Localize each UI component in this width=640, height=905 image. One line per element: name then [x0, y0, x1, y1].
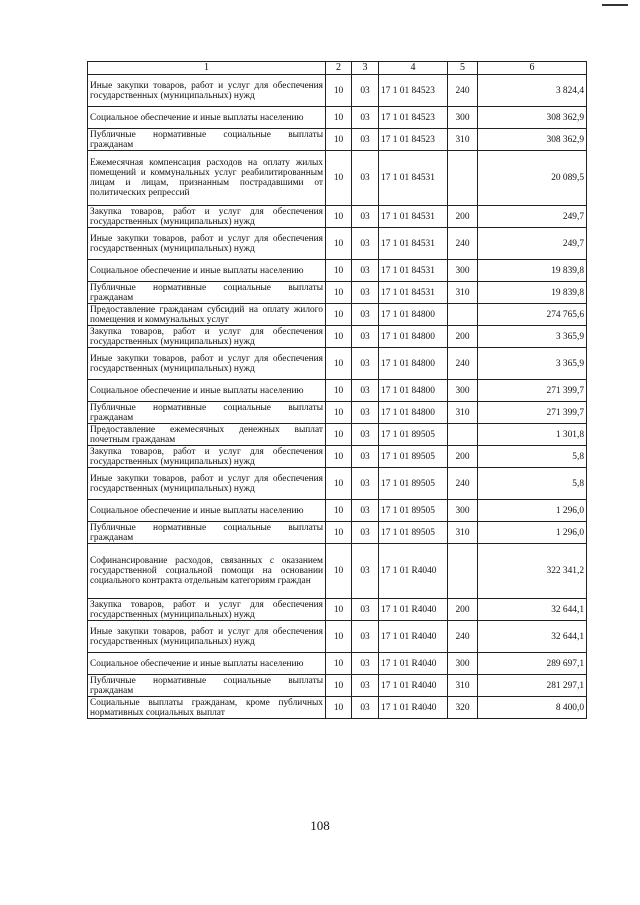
row-section: 10 [326, 653, 352, 675]
row-section: 10 [326, 380, 352, 402]
row-section: 10 [326, 260, 352, 282]
row-amount: 3 824,4 [478, 75, 587, 107]
row-name: Предоставление ежемесячных денежных выплат почетным гражданам [88, 424, 326, 446]
scan-corner-mark [602, 4, 628, 6]
row-subsection: 03 [352, 544, 379, 599]
row-name: Иные закупки товаров, работ и услуг для обеспечения государственных (муниципальных) нужд [88, 75, 326, 107]
row-expense-type: 240 [448, 75, 478, 107]
row-name: Предоставление гражданам субсидий на оплату жилого помещения и коммунальных услуг [88, 304, 326, 326]
row-subsection: 03 [352, 348, 379, 380]
row-expense-type: 300 [448, 653, 478, 675]
row-section: 10 [326, 129, 352, 151]
row-name: Социальное обеспечение и иные выплаты населению [88, 260, 326, 282]
row-name: Социальные выплаты гражданам, кроме публичных нормативных социальных выплат [88, 697, 326, 719]
table-row [88, 697, 587, 719]
row-target-code: 17 1 01 84523 [379, 75, 448, 107]
row-amount: 249,7 [478, 206, 587, 228]
table-row [88, 282, 587, 304]
row-target-code: 17 1 01 R4040 [379, 653, 448, 675]
row-expense-type: 310 [448, 282, 478, 304]
table-row [88, 380, 587, 402]
row-subsection: 03 [352, 380, 379, 402]
row-expense-type: 240 [448, 228, 478, 260]
row-subsection: 03 [352, 424, 379, 446]
row-amount: 271 399,7 [478, 380, 587, 402]
table-row [88, 599, 587, 621]
row-expense-type [448, 151, 478, 206]
row-subsection: 03 [352, 282, 379, 304]
table-row [88, 206, 587, 228]
row-name: Публичные нормативные социальные выплаты гражданам [88, 282, 326, 304]
row-section: 10 [326, 468, 352, 500]
row-section: 10 [326, 402, 352, 424]
row-subsection: 03 [352, 260, 379, 282]
row-name: Закупка товаров, работ и услуг для обеспечения государственных (муниципальных) нужд [88, 446, 326, 468]
row-name: Софинансирование расходов, связанных с оказанием государственной социальной помощи на основании социального контракта отдельным категориям граждан [88, 544, 326, 599]
row-expense-type: 310 [448, 129, 478, 151]
row-target-code: 17 1 01 84531 [379, 260, 448, 282]
row-subsection: 03 [352, 107, 379, 129]
row-amount: 19 839,8 [478, 282, 587, 304]
row-expense-type: 300 [448, 500, 478, 522]
row-section: 10 [326, 424, 352, 446]
row-expense-type: 310 [448, 402, 478, 424]
row-expense-type: 320 [448, 697, 478, 719]
header-col-5: 5 [448, 62, 478, 75]
row-amount: 322 341,2 [478, 544, 587, 599]
row-amount: 20 089,5 [478, 151, 587, 206]
table-body [88, 75, 587, 719]
row-expense-type: 310 [448, 675, 478, 697]
row-expense-type [448, 304, 478, 326]
table-row [88, 107, 587, 129]
table-row [88, 544, 587, 599]
row-target-code: 17 1 01 84800 [379, 304, 448, 326]
table-row [88, 446, 587, 468]
row-expense-type [448, 544, 478, 599]
row-subsection: 03 [352, 446, 379, 468]
table-row [88, 621, 587, 653]
table-row [88, 304, 587, 326]
row-name: Закупка товаров, работ и услуг для обеспечения государственных (муниципальных) нужд [88, 206, 326, 228]
row-subsection: 03 [352, 697, 379, 719]
row-subsection: 03 [352, 151, 379, 206]
table-row [88, 260, 587, 282]
row-section: 10 [326, 599, 352, 621]
row-target-code: 17 1 01 89505 [379, 424, 448, 446]
header-col-6: 6 [478, 62, 587, 75]
row-section: 10 [326, 544, 352, 599]
row-section: 10 [326, 75, 352, 107]
row-name: Публичные нормативные социальные выплаты гражданам [88, 129, 326, 151]
row-subsection: 03 [352, 500, 379, 522]
row-section: 10 [326, 500, 352, 522]
row-amount: 3 365,9 [478, 348, 587, 380]
table-row [88, 326, 587, 348]
row-name: Иные закупки товаров, работ и услуг для обеспечения государственных (муниципальных) нужд [88, 228, 326, 260]
budget-table [87, 61, 587, 719]
row-amount: 5,8 [478, 446, 587, 468]
row-name: Социальное обеспечение и иные выплаты населению [88, 653, 326, 675]
row-target-code: 17 1 01 84531 [379, 282, 448, 304]
table-row [88, 653, 587, 675]
row-target-code: 17 1 01 84800 [379, 380, 448, 402]
table-row [88, 151, 587, 206]
row-target-code: 17 1 01 89505 [379, 500, 448, 522]
row-amount: 32 644,1 [478, 599, 587, 621]
row-subsection: 03 [352, 621, 379, 653]
row-amount: 3 365,9 [478, 326, 587, 348]
row-expense-type: 240 [448, 621, 478, 653]
row-subsection: 03 [352, 468, 379, 500]
row-amount: 249,7 [478, 228, 587, 260]
row-section: 10 [326, 621, 352, 653]
header-col-2: 2 [326, 62, 352, 75]
row-name: Социальное обеспечение и иные выплаты населению [88, 500, 326, 522]
row-amount: 308 362,9 [478, 129, 587, 151]
table-row [88, 75, 587, 107]
table-row [88, 675, 587, 697]
row-target-code: 17 1 01 84800 [379, 348, 448, 380]
header-col-3: 3 [352, 62, 379, 75]
table-row [88, 424, 587, 446]
row-name: Публичные нормативные социальные выплаты гражданам [88, 522, 326, 544]
row-subsection: 03 [352, 675, 379, 697]
header-col-1: 1 [88, 62, 326, 75]
row-section: 10 [326, 151, 352, 206]
row-amount: 32 644,1 [478, 621, 587, 653]
row-section: 10 [326, 304, 352, 326]
row-name: Социальное обеспечение и иные выплаты населению [88, 380, 326, 402]
row-expense-type: 300 [448, 260, 478, 282]
row-target-code: 17 1 01 84800 [379, 402, 448, 424]
row-target-code: 17 1 01 R4040 [379, 599, 448, 621]
row-name: Ежемесячная компенсация расходов на оплату жилых помещений и коммунальных услуг реабилитированным лицам и лицам, признанным пострадавшими от политических репрессий [88, 151, 326, 206]
row-target-code: 17 1 01 84523 [379, 129, 448, 151]
table-row [88, 228, 587, 260]
row-expense-type: 300 [448, 380, 478, 402]
row-amount: 19 839,8 [478, 260, 587, 282]
row-amount: 8 400,0 [478, 697, 587, 719]
row-name: Закупка товаров, работ и услуг для обеспечения государственных (муниципальных) нужд [88, 599, 326, 621]
row-subsection: 03 [352, 653, 379, 675]
row-subsection: 03 [352, 304, 379, 326]
row-subsection: 03 [352, 522, 379, 544]
row-section: 10 [326, 282, 352, 304]
row-target-code: 17 1 01 84531 [379, 206, 448, 228]
row-section: 10 [326, 228, 352, 260]
row-name: Публичные нормативные социальные выплаты гражданам [88, 675, 326, 697]
row-section: 10 [326, 206, 352, 228]
row-section: 10 [326, 348, 352, 380]
row-amount: 271 399,7 [478, 402, 587, 424]
row-target-code: 17 1 01 89505 [379, 468, 448, 500]
row-section: 10 [326, 326, 352, 348]
row-target-code: 17 1 01 84531 [379, 228, 448, 260]
row-expense-type: 240 [448, 348, 478, 380]
row-amount: 1 301,8 [478, 424, 587, 446]
row-amount: 308 362,9 [478, 107, 587, 129]
row-subsection: 03 [352, 206, 379, 228]
row-amount: 5,8 [478, 468, 587, 500]
header-row [88, 62, 587, 75]
row-target-code: 17 1 01 R4040 [379, 675, 448, 697]
row-section: 10 [326, 107, 352, 129]
row-target-code: 17 1 01 R4040 [379, 621, 448, 653]
row-expense-type [448, 424, 478, 446]
table-row [88, 500, 587, 522]
row-subsection: 03 [352, 326, 379, 348]
row-amount: 289 697,1 [478, 653, 587, 675]
table-row [88, 129, 587, 151]
row-expense-type: 200 [448, 446, 478, 468]
table-row [88, 402, 587, 424]
row-target-code: 17 1 01 84531 [379, 151, 448, 206]
row-expense-type: 200 [448, 326, 478, 348]
row-expense-type: 300 [448, 107, 478, 129]
row-target-code: 17 1 01 R4040 [379, 544, 448, 599]
row-target-code: 17 1 01 89505 [379, 522, 448, 544]
row-amount: 274 765,6 [478, 304, 587, 326]
row-target-code: 17 1 01 84523 [379, 107, 448, 129]
row-amount: 1 296,0 [478, 522, 587, 544]
row-expense-type: 200 [448, 206, 478, 228]
header-col-4: 4 [379, 62, 448, 75]
row-target-code: 17 1 01 89505 [379, 446, 448, 468]
row-name: Иные закупки товаров, работ и услуг для обеспечения государственных (муниципальных) нужд [88, 468, 326, 500]
row-target-code: 17 1 01 84800 [379, 326, 448, 348]
row-expense-type: 310 [448, 522, 478, 544]
row-name: Иные закупки товаров, работ и услуг для обеспечения государственных (муниципальных) нужд [88, 348, 326, 380]
row-section: 10 [326, 675, 352, 697]
row-name: Иные закупки товаров, работ и услуг для обеспечения государственных (муниципальных) нужд [88, 621, 326, 653]
row-target-code: 17 1 01 R4040 [379, 697, 448, 719]
row-name: Социальное обеспечение и иные выплаты населению [88, 107, 326, 129]
row-expense-type: 200 [448, 599, 478, 621]
table-row [88, 348, 587, 380]
row-amount: 281 297,1 [478, 675, 587, 697]
row-section: 10 [326, 697, 352, 719]
row-subsection: 03 [352, 75, 379, 107]
page-number: 108 [310, 818, 330, 833]
row-amount: 1 296,0 [478, 500, 587, 522]
row-subsection: 03 [352, 129, 379, 151]
table-row [88, 468, 587, 500]
row-subsection: 03 [352, 228, 379, 260]
table-row [88, 522, 587, 544]
row-section: 10 [326, 446, 352, 468]
row-name: Публичные нормативные социальные выплаты гражданам [88, 402, 326, 424]
row-subsection: 03 [352, 599, 379, 621]
row-section: 10 [326, 522, 352, 544]
row-expense-type: 240 [448, 468, 478, 500]
row-name: Закупка товаров, работ и услуг для обеспечения государственных (муниципальных) нужд [88, 326, 326, 348]
row-subsection: 03 [352, 402, 379, 424]
